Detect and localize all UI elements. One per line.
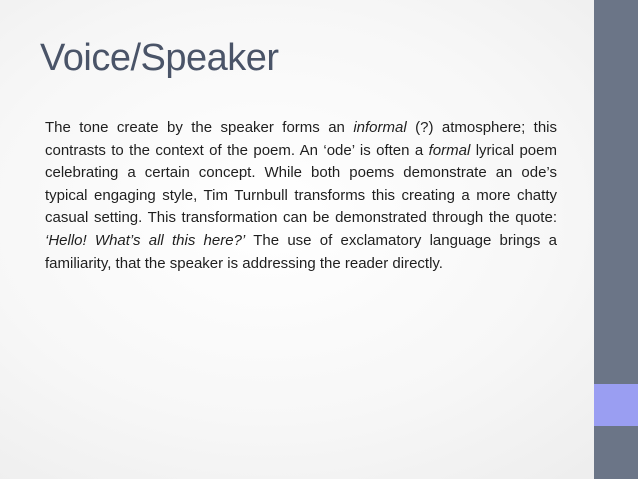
accent-block <box>594 384 638 426</box>
body-text-segment-3: lyrical poem celebrating a certain concept. While both poems demonstrate an ode’s typical engaging style, Tim Turnbull transforms this creating a more chatty casual setting. This transformation can be demonstrated through the quote: <box>45 141 557 227</box>
body-paragraph <box>45 117 557 275</box>
quote-emphasis: ‘Hello! What’s all this here?’ <box>45 231 246 249</box>
body-text-segment-1: The tone create by the speaker forms an <box>45 119 354 136</box>
formal-emphasis: formal <box>428 141 471 159</box>
slide-title: Voice/Speaker <box>40 37 279 79</box>
body-text-segment-2: (?) atmosphere; this contrasts to the context of the poem. An ‘ode’ is often a <box>45 119 557 159</box>
informal-emphasis: informal <box>353 119 407 136</box>
body-text-segment-4: The use of exclamatory language brings a familiarity, that the speaker is addressing the reader directly. <box>45 231 557 272</box>
